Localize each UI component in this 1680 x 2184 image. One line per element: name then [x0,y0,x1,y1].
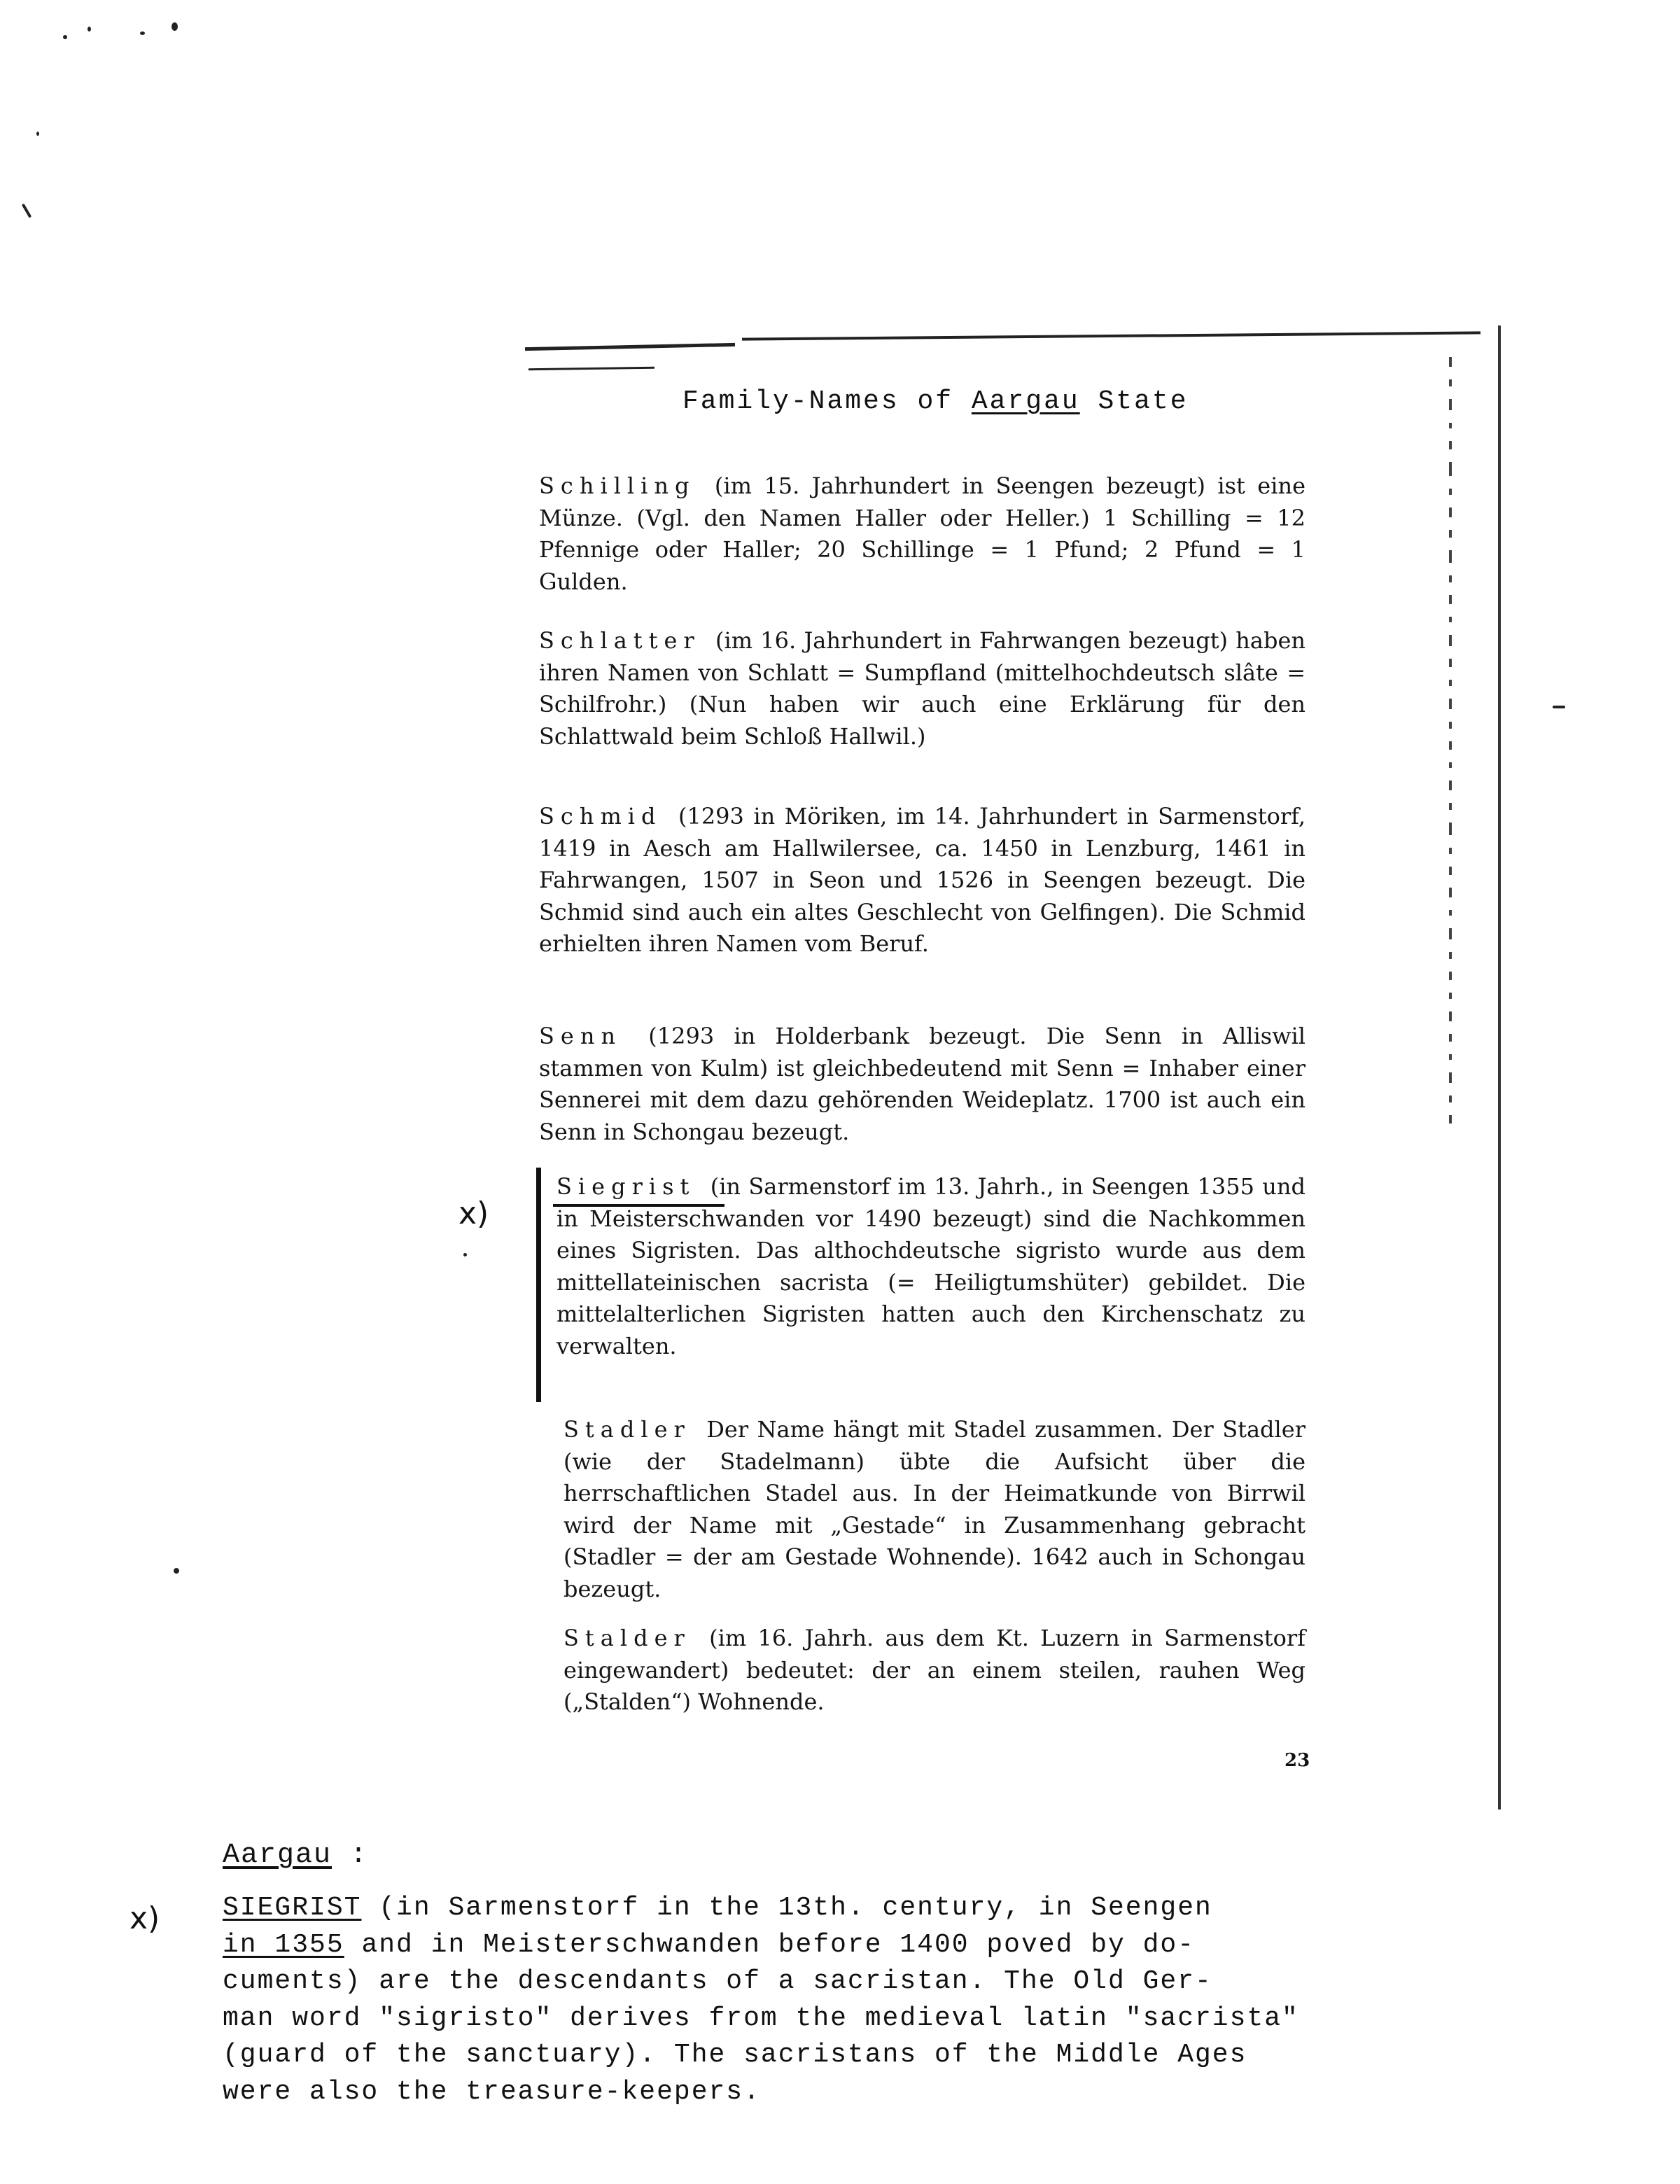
annotation-heading-word: Aargau [223,1840,332,1871]
entry-text: (in Sarmenstorf im 13. Jahrh., in Seengen 1355 und in Meisterschwanden vor 1490 bezeugt) sind die Nachkommen eines Sigristen. Das althochdeutsche sigristo wurde aus dem mittellateinischen sacrista (= Heiligtumshüter) gebildet. Die mittelalterlichen Sigristen hatten auch den Kirchenschatz zu verwalten. [556,1173,1306,1359]
entry-name: Senn [539,1023,622,1049]
scan-speck [174,1568,179,1574]
entry-text: (im 15. Jahrhundert in Seengen bezeugt) ist eine Münze. (Vgl. den Namen Haller oder Heller.) 1 Schilling = 12 Pfennige oder Haller; 20 Schillinge = 1 Pfund; 2 Pfund = 1 Gulden. [539,472,1306,595]
entry-text: (im 16. Jahrh. aus dem Kt. Luzern in Sarmenstorf eingewandert) bedeutet: der an einem steilen, rauhen Weg („Stalden“) Wohnende. [564,1625,1306,1715]
entry-name: Stalder [564,1625,691,1651]
scan-speck [63,35,67,39]
title-prefix: Family-Names of [682,386,972,416]
translation-text: and in Meisterschwanden before 1400 poved by do- [344,1929,1196,1960]
translation-text: (in Sarmenstorf in the 13th. century, in Seengen [361,1893,1212,1923]
translation-name: SIEGRIST [223,1893,362,1923]
annotation-heading [223,1840,368,1871]
translation-line: (guard of the sanctuary). The sacristans of the Middle Ages [223,2040,1247,2070]
photocopy-top-edge [525,343,735,351]
entry-text: (im 16. Jahrhundert in Fahrwangen bezeugt) haben ihren Namen von Schlatt = Sumpfland (mittelhochdeutsch slâte = Schilfrohr.) (Nun haben wir auch eine Erklärung für den Schlattwald beim Schloß Hallwil.) [539,627,1306,750]
scan-speck [463,1253,467,1256]
scan-speck [36,132,39,136]
entry-name: Schmid [539,803,662,830]
document-title [682,386,1256,416]
title-underlined-word: Aargau [971,386,1080,416]
translation-line: man word "sigristo" derives from the medieval latin "sacrista" [223,2003,1299,2033]
entry-stadler [564,1414,1306,1605]
entry-stalder [564,1623,1306,1718]
entry-text: (1293 in Möriken, im 14. Jahrhundert in Sarmenstorf, 1419 in Aesch am Hallwilersee, ca. 1450 in Lenzburg, 1461 in Fahrwangen, 1507 in Seon und 1526 in Seengen bezeugt. Die Schmid sind auch ein altes Geschlecht von Gelfingen). Die Schmid erhielten ihren Namen vom Beruf. [539,803,1306,957]
scan-speck [140,31,145,35]
photocopy-top-edge [742,331,1480,340]
scan-speck [22,203,31,218]
entry-schlatter [539,625,1306,752]
translation-underlined-date: in 1355 [223,1929,344,1960]
entry-text: (1293 in Holderbank bezeugt. Die Senn in Alliswil stammen von Kulm) ist gleichbedeutend mit Senn = Inhaber einer Sennerei mit dem dazu gehörenden Weideplatz. 1700 ist auch ein Senn in Schongau bezeugt. [539,1023,1306,1145]
entry-senn [539,1021,1306,1148]
entry-name: Schilling [539,472,696,499]
translation-line [223,1927,1455,1964]
margin-highlight-bar [536,1168,541,1402]
entry-siegrist [556,1171,1306,1362]
entry-name: Stadler [564,1416,691,1443]
margin-x-mark: x) [458,1196,489,1231]
photocopy-right-edge [1498,326,1501,1809]
entry-schilling [539,470,1306,598]
photocopy-top-edge [528,367,654,371]
entry-text: Der Name hängt mit Stadel zusammen. Der Stadler (wie der Stadelmann) übte die Aufsicht über die herrschaftlichen Stadel aus. In der Heimatkunde von Birrwil wird der Name mit „Gestade“ in Zusammenhang gebracht (Stadler = der am Gestade Wohnende). 1642 auch in Schongau bezeugt. [564,1416,1306,1602]
scan-speck [1553,706,1565,708]
annotation-x-mark: x) [130,1900,160,1936]
scan-speck [172,22,178,31]
photocopy-shadow-column [1449,357,1453,1136]
annotation-heading-colon: : [332,1840,369,1871]
translation-line: were also the treasure-keepers. [223,2076,761,2107]
page-number: 23 [1284,1750,1310,1771]
entry-name: Schlatter [539,627,701,654]
entry-schmid [539,801,1306,960]
siegrist-translation [223,1890,1455,2110]
scan-speck [88,27,91,31]
translation-line: cuments) are the descendants of a sacristan. The Old Ger- [223,1966,1212,1996]
translation-line [223,1890,1455,1927]
title-suffix: State [1079,386,1189,416]
entry-name: Siegrist [556,1173,696,1200]
